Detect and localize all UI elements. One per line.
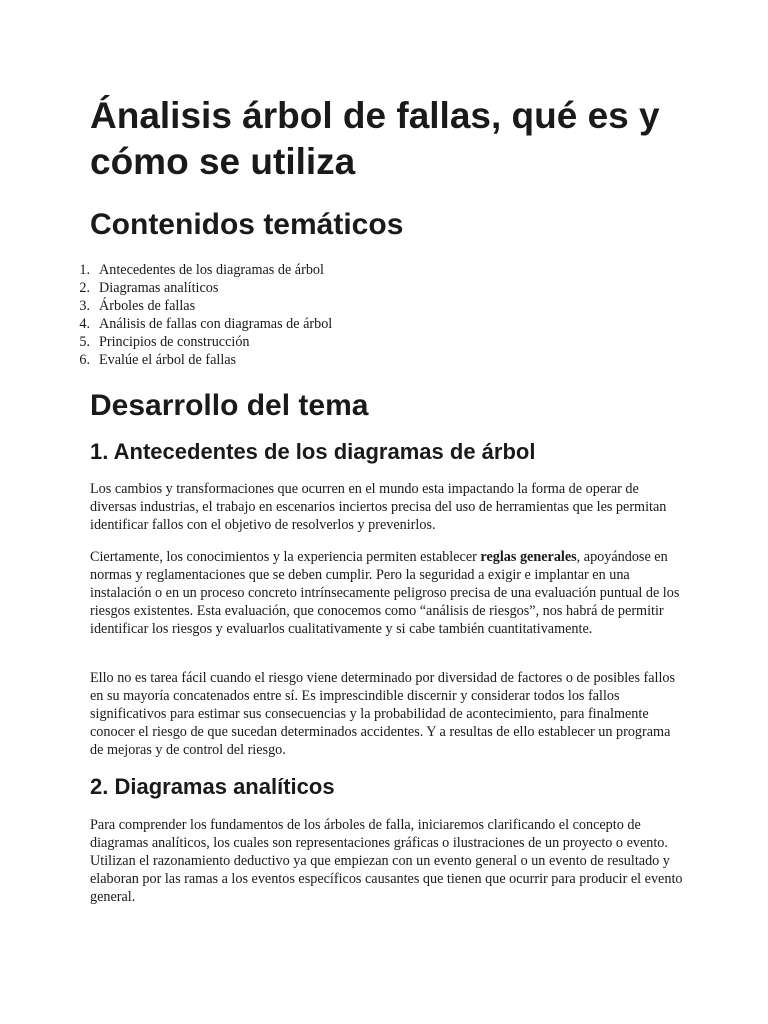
toc-item: 5. Principios de construcción — [79, 333, 250, 350]
development-heading: Desarrollo del tema — [90, 389, 369, 422]
section1-paragraph-3: Ello no es tarea fácil cuando el riesgo viene determinado por diversidad de factores o de posibles fallos en su mayoría concatenados entre sí. Es imprescindible discernir y considerar todos los fallos significativos para estimar sus consecuencias y la probabilidad de acontecimiento, para finalmente conocer el riesgo de que sucedan determinados accidentes. Y a resultas de ello establecer un programa de mejoras y de control del riesgo. — [90, 670, 676, 758]
section1-paragraph-1: Los cambios y transformaciones que ocurren en el mundo esta impactando la forma de operar de diversas industrias, el trabajo en escenarios inciertos precisa del uso de herramientas que les permitan identificar fallos con el objetivo de resolverlos y prevenirlos. — [90, 481, 667, 533]
toc-item-text: Principios de construcción — [99, 333, 250, 350]
section1-paragraph-2: Ciertamente, los conocimientos y la experiencia permiten establecer reglas generales, apoyándose en normas y reglamentaciones que se deben cumplir. Pero la seguridad a exigir e implantar en una instalación o en un proceso concreto intrínsecamente peligroso precisa de una evaluación puntual de los riesgos existentes. Esta evaluación, que conocemos como “análisis de riesgos”, nos habrá de permitir identificar los riesgos y evaluarlos cualitativamente y si cabe también cuantitativamente. — [90, 549, 680, 637]
toc-item: 2. Diagramas analíticos — [79, 279, 219, 296]
section1-heading: 1. Antecedentes de los diagramas de árbol — [90, 439, 536, 464]
toc-item: 6. Evalúe el árbol de fallas — [79, 351, 237, 368]
section2-paragraph-1: Para comprender los fundamentos de los árboles de falla, iniciaremos clarificando el concepto de diagramas analíticos, los cuales son representaciones gráficas o ilustraciones de un proyecto o evento. Utilizan el razonamiento deductivo ya que empiezan con un evento general o un evento de resultado y elaboran por las ramas a los eventos específicos causantes que tienen que ocurrir para producir el evento general. — [90, 817, 683, 905]
toc-item-text: Antecedentes de los diagramas de árbol — [99, 262, 324, 278]
toc-item-text: Evalúe el árbol de fallas — [99, 351, 237, 368]
document-title: Ánalisis árbol de fallas, qué es y cómo se utiliza — [90, 95, 660, 182]
toc-list — [52, 262, 652, 369]
toc-heading: Contenidos temáticos — [90, 208, 404, 241]
toc-item: 3. Árboles de fallas — [79, 297, 196, 314]
bold-term: reglas generales — [480, 549, 577, 565]
toc-item-text: Diagramas analíticos — [99, 279, 219, 296]
toc-item-text: Árboles de fallas — [99, 297, 196, 314]
toc-item: 1. Antecedentes de los diagramas de árbol — [79, 262, 324, 278]
toc-item-text: Análisis de fallas con diagramas de árbol — [99, 315, 333, 332]
toc-item: 4. Análisis de fallas con diagramas de árbol — [79, 315, 333, 332]
section2-heading: 2. Diagramas analíticos — [90, 774, 335, 799]
